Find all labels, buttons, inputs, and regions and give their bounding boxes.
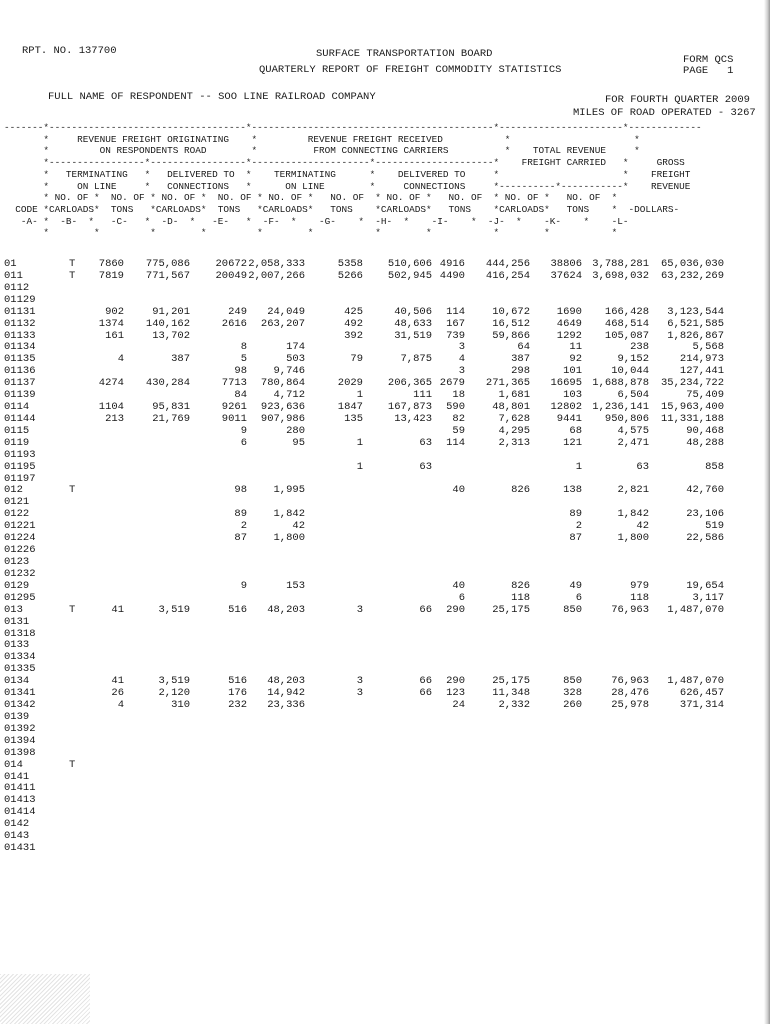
cell-g: 66 — [419, 603, 432, 616]
row-total-flag: T — [69, 758, 76, 771]
row-code: 0131 — [4, 615, 30, 628]
cell-l: 65,036,030 — [660, 258, 724, 270]
cell-h: 167 — [446, 317, 465, 330]
cell-g: 48,633 — [394, 317, 432, 330]
column-header-line: CODE *CARLOADS* TONS *CARLOADS* TONS *CARLOADS* TONS *CARLOADS* TONS *CARLOADS* TONS * -DOLLARS- — [4, 203, 680, 215]
cell-b: 41 — [111, 603, 124, 616]
cell-l: 3,123,544 — [667, 305, 724, 318]
cell-e: 48,203 — [267, 603, 305, 616]
cell-l: 23,106 — [686, 508, 724, 521]
row-code: 01394 — [4, 734, 36, 747]
cell-e: 503 — [286, 353, 305, 366]
cell-d: 6 — [240, 436, 247, 449]
cell-e: 280 — [286, 424, 305, 437]
row-code: 01135 — [4, 353, 36, 366]
page-label: PAGE 1 — [683, 65, 734, 77]
row-code: 01341 — [4, 687, 36, 700]
cell-g: 40,506 — [394, 305, 432, 318]
cell-e: 1,995 — [273, 484, 305, 497]
cell-d: 20672 — [215, 258, 247, 270]
cell-g: 31,519 — [394, 329, 432, 342]
cell-b: 4274 — [98, 377, 124, 390]
cell-l: 127,441 — [679, 365, 724, 378]
row-code: 011 — [4, 269, 23, 282]
row-code: 01295 — [4, 591, 36, 604]
row-code: 01197 — [4, 472, 36, 485]
cell-k: 1,842 — [617, 508, 649, 521]
row-code: 0122 — [4, 508, 30, 521]
cell-j: 12802 — [550, 401, 582, 414]
column-header-line: * * * * * * * * * * * — [4, 227, 618, 239]
row-code: 01195 — [4, 460, 36, 473]
cell-f: 1 — [356, 436, 363, 449]
row-total-flag: T — [69, 258, 76, 270]
column-header-line: * ON LINE * CONNECTIONS * ON LINE * CONNECTIONS *----------*-----------* REVENUE — [4, 180, 691, 192]
cell-i: 2,313 — [498, 436, 530, 449]
row-code: 014 — [4, 758, 23, 771]
row-code: 01 — [4, 258, 17, 270]
cell-d: 9 — [240, 579, 247, 592]
cell-f: 5358 — [337, 258, 363, 270]
row-total-flag: T — [69, 484, 76, 497]
cell-l: 1,826,867 — [667, 329, 724, 342]
cell-h: 3 — [458, 365, 465, 378]
cell-g: 206,365 — [387, 377, 432, 390]
cell-f: 3 — [356, 675, 363, 688]
cell-h: 40 — [452, 484, 465, 497]
row-code: 0134 — [4, 675, 30, 688]
cell-e: 263,207 — [260, 317, 305, 330]
form-label: FORM QCS — [683, 54, 734, 66]
cell-h: 4916 — [439, 258, 465, 270]
report-title: QUARTERLY REPORT OF FREIGHT COMMODITY STATISTICS — [259, 64, 562, 76]
cell-k: 950,806 — [604, 412, 649, 425]
row-code: 0139 — [4, 710, 30, 723]
cell-k: 118 — [630, 591, 649, 604]
row-code: 01193 — [4, 448, 36, 461]
column-header-line: *-----------------*-----------------*---------------------*---------------------* FREIGHT CARRIED * GROSS — [4, 157, 685, 169]
cell-e: 48,203 — [267, 675, 305, 688]
row-code: 0119 — [4, 436, 30, 449]
cell-h: 590 — [446, 401, 465, 414]
cell-d: 98 — [234, 484, 247, 497]
cell-f: 79 — [350, 353, 363, 366]
cell-b: 902 — [105, 305, 124, 318]
cell-d: 516 — [228, 603, 247, 616]
cell-e: 2,058,333 — [248, 258, 305, 270]
cell-j: 1 — [575, 460, 582, 473]
cell-h: 4490 — [439, 269, 465, 282]
cell-i: 59,866 — [492, 329, 530, 342]
cell-h: 18 — [452, 389, 465, 402]
cell-l: 6,521,585 — [667, 317, 724, 330]
cell-k: 6,504 — [617, 389, 649, 402]
cell-h: 123 — [446, 687, 465, 700]
cell-i: 1,681 — [498, 389, 530, 402]
cell-g: 502,945 — [387, 269, 432, 282]
cell-l: 5,568 — [692, 341, 724, 354]
cell-g: 63 — [419, 436, 432, 449]
cell-c: 91,201 — [152, 305, 190, 318]
cell-f: 135 — [344, 412, 363, 425]
cell-d: 98 — [234, 365, 247, 378]
cell-j: 2 — [575, 520, 582, 533]
cell-j: 37624 — [550, 269, 582, 282]
cell-i: 826 — [511, 579, 530, 592]
cell-e: 907,986 — [260, 412, 305, 425]
cell-e: 174 — [286, 341, 305, 354]
cell-j: 260 — [563, 699, 582, 712]
row-code: 01232 — [4, 567, 36, 580]
board-name: SURFACE TRANSPORTATION BOARD — [316, 48, 493, 60]
row-code: 01318 — [4, 627, 36, 640]
cell-i: 10,672 — [492, 305, 530, 318]
row-code: 0112 — [4, 281, 30, 294]
cell-l: 3,117 — [692, 591, 724, 604]
cell-i: 416,254 — [485, 269, 530, 282]
cell-i: 16,512 — [492, 317, 530, 330]
cell-j: 92 — [569, 353, 582, 366]
cell-l: 15,963,400 — [660, 401, 724, 414]
row-code: 0142 — [4, 818, 30, 831]
cell-h: 114 — [446, 436, 465, 449]
cell-k: 4,575 — [617, 424, 649, 437]
row-code: 0143 — [4, 830, 30, 843]
row-code: 01133 — [4, 329, 36, 342]
cell-j: 101 — [563, 365, 582, 378]
cell-j: 850 — [563, 603, 582, 616]
cell-c: 430,284 — [145, 377, 190, 390]
row-code: 0114 — [4, 401, 30, 414]
cell-k: 1,688,878 — [592, 377, 649, 390]
cell-l: 214,973 — [679, 353, 724, 366]
cell-f: 2029 — [337, 377, 363, 390]
cell-b: 1104 — [98, 401, 124, 414]
cell-h: 3 — [458, 341, 465, 354]
row-code: 01431 — [4, 842, 36, 855]
row-code: 0115 — [4, 424, 30, 437]
scan-artifact — [0, 974, 90, 1024]
cell-i: 25,175 — [492, 603, 530, 616]
cell-i: 48,801 — [492, 401, 530, 414]
cell-e: 95 — [292, 436, 305, 449]
cell-c: 310 — [171, 699, 190, 712]
cell-j: 68 — [569, 424, 582, 437]
row-code: 0129 — [4, 579, 30, 592]
cell-h: 82 — [452, 412, 465, 425]
cell-l: 48,288 — [686, 436, 724, 449]
row-code: 01136 — [4, 365, 36, 378]
cell-j: 38806 — [550, 258, 582, 270]
cell-h: 114 — [446, 305, 465, 318]
row-code: 01392 — [4, 722, 36, 735]
cell-h: 290 — [446, 675, 465, 688]
cell-e: 923,636 — [260, 401, 305, 414]
cell-k: 76,963 — [611, 675, 649, 688]
cell-k: 76,963 — [611, 603, 649, 616]
cell-c: 3,519 — [158, 603, 190, 616]
cell-d: 9261 — [221, 401, 247, 414]
cell-f: 1 — [356, 389, 363, 402]
column-header-line: * ON RESPONDENTS ROAD * FROM CONNECTING CARRIERS * TOTAL REVENUE * — [4, 145, 640, 157]
cell-b: 4 — [117, 353, 124, 366]
row-code: 01226 — [4, 544, 36, 557]
cell-j: 49 — [569, 579, 582, 592]
cell-i: 2,332 — [498, 699, 530, 712]
cell-b: 4 — [117, 699, 124, 712]
cell-d: 87 — [234, 532, 247, 545]
cell-i: 25,175 — [492, 675, 530, 688]
cell-d: 9011 — [221, 412, 247, 425]
cell-j: 121 — [563, 436, 582, 449]
cell-d: 176 — [228, 687, 247, 700]
cell-i: 4,295 — [498, 424, 530, 437]
cell-d: 2 — [240, 520, 247, 533]
cell-e: 9,746 — [273, 365, 305, 378]
cell-j: 1292 — [556, 329, 582, 342]
cell-d: 20049 — [215, 269, 247, 282]
cell-l: 11,331,188 — [660, 412, 724, 425]
cell-g: 13,423 — [394, 412, 432, 425]
cell-k: 1,236,141 — [592, 401, 649, 414]
cell-k: 63 — [636, 460, 649, 473]
row-code: 013 — [4, 603, 23, 616]
cell-e: 780,864 — [260, 377, 305, 390]
cell-j: 87 — [569, 532, 582, 545]
cell-k: 3,788,281 — [592, 258, 649, 270]
column-header-line: -A- * -B- * -C- * -D- * -E- * -F- * -G- * -H- * -I- * -J- * -K- * -L- — [4, 215, 629, 227]
row-code: 01137 — [4, 377, 36, 390]
cell-f: 425 — [344, 305, 363, 318]
cell-d: 232 — [228, 699, 247, 712]
cell-j: 16695 — [550, 377, 582, 390]
row-code: 0121 — [4, 496, 30, 509]
cell-c: 21,769 — [152, 412, 190, 425]
row-code: 01129 — [4, 293, 36, 306]
row-code: 012 — [4, 484, 23, 497]
cell-k: 105,087 — [604, 329, 649, 342]
row-code: 0123 — [4, 556, 30, 568]
row-code: 01413 — [4, 794, 36, 807]
cell-i: 298 — [511, 365, 530, 378]
cell-g: 111 — [413, 389, 432, 402]
cell-f: 5266 — [337, 269, 363, 282]
cell-h: 739 — [446, 329, 465, 342]
cell-e: 2,007,266 — [248, 269, 305, 282]
row-code: 01221 — [4, 520, 36, 533]
cell-k: 238 — [630, 341, 649, 354]
cell-i: 7,628 — [498, 412, 530, 425]
cell-d: 2616 — [221, 317, 247, 330]
cell-k: 2,471 — [617, 436, 649, 449]
row-code: 01139 — [4, 389, 36, 402]
row-code: 01131 — [4, 305, 36, 318]
row-total-flag: T — [69, 269, 76, 282]
cell-d: 7713 — [221, 377, 247, 390]
cell-l: 35,234,722 — [660, 377, 724, 390]
column-header-line: * TERMINATING * DELIVERED TO * TERMINATING * DELIVERED TO * * FREIGHT — [4, 168, 691, 180]
cell-k: 25,978 — [611, 699, 649, 712]
cell-c: 2,120 — [158, 687, 190, 700]
cell-e: 4,712 — [273, 389, 305, 402]
cell-c: 771,567 — [145, 269, 190, 282]
cell-l: 626,457 — [679, 687, 724, 700]
cell-d: 9 — [240, 424, 247, 437]
cell-i: 118 — [511, 591, 530, 604]
row-total-flag: T — [69, 603, 76, 616]
row-code: 0141 — [4, 770, 30, 783]
cell-k: 28,476 — [611, 687, 649, 700]
cell-j: 103 — [563, 389, 582, 402]
row-code: 0133 — [4, 639, 30, 652]
cell-h: 2679 — [439, 377, 465, 390]
scan-edge — [764, 0, 770, 1024]
cell-j: 4649 — [556, 317, 582, 330]
cell-e: 23,336 — [267, 699, 305, 712]
cell-e: 42 — [292, 520, 305, 533]
cell-d: 249 — [228, 305, 247, 318]
cell-l: 519 — [705, 520, 724, 533]
cell-d: 8 — [240, 341, 247, 354]
row-code: 01144 — [4, 412, 36, 425]
row-code: 01224 — [4, 532, 36, 545]
cell-l: 63,232,269 — [660, 269, 724, 282]
row-code: 01398 — [4, 746, 36, 759]
column-header-line: -------*-----------------------------------*-------------------------------------------*----------------------*------------- — [4, 122, 702, 133]
cell-h: 6 — [458, 591, 465, 604]
cell-l: 19,654 — [686, 579, 724, 592]
cell-h: 4 — [458, 353, 465, 366]
cell-b: 161 — [105, 329, 124, 342]
cell-h: 59 — [452, 424, 465, 437]
cell-l: 371,314 — [679, 699, 724, 712]
cell-j: 138 — [563, 484, 582, 497]
cell-d: 5 — [240, 353, 247, 366]
cell-j: 1690 — [556, 305, 582, 318]
respondent-name: FULL NAME OF RESPONDENT -- SOO LINE RAILROAD COMPANY — [48, 91, 376, 103]
cell-i: 64 — [517, 341, 530, 354]
cell-j: 850 — [563, 675, 582, 688]
cell-g: 66 — [419, 687, 432, 700]
cell-h: 40 — [452, 579, 465, 592]
cell-k: 2,821 — [617, 484, 649, 497]
cell-d: 84 — [234, 389, 247, 402]
cell-f: 3 — [356, 687, 363, 700]
cell-i: 826 — [511, 484, 530, 497]
cell-f: 3 — [356, 603, 363, 616]
row-code: 01335 — [4, 663, 36, 676]
cell-k: 3,698,032 — [592, 269, 649, 282]
column-header-line: * NO. OF * NO. OF * NO. OF * NO. OF * NO. OF * NO. OF * NO. OF * NO. OF * NO. OF * NO. OF * — [4, 192, 618, 204]
cell-f: 1 — [356, 460, 363, 473]
cell-l: 90,468 — [686, 424, 724, 437]
row-code: 01411 — [4, 782, 36, 795]
cell-c: 3,519 — [158, 675, 190, 688]
cell-l: 75,409 — [686, 389, 724, 402]
row-code: 01342 — [4, 699, 36, 712]
cell-i: 387 — [511, 353, 530, 366]
column-header-line: * REVENUE FREIGHT ORIGINATING * REVENUE FREIGHT RECEIVED * * — [4, 133, 640, 145]
cell-g: 510,606 — [387, 258, 432, 270]
row-code: 01132 — [4, 317, 36, 330]
cell-j: 9441 — [556, 412, 582, 425]
cell-h: 290 — [446, 603, 465, 616]
cell-e: 1,842 — [273, 508, 305, 521]
cell-d: 516 — [228, 675, 247, 688]
cell-e: 1,800 — [273, 532, 305, 545]
cell-f: 492 — [344, 317, 363, 330]
cell-b: 7819 — [98, 269, 124, 282]
row-code: 01414 — [4, 806, 36, 819]
cell-k: 9,152 — [617, 353, 649, 366]
cell-i: 444,256 — [485, 258, 530, 270]
cell-e: 14,942 — [267, 687, 305, 700]
cell-e: 153 — [286, 579, 305, 592]
cell-c: 387 — [171, 353, 190, 366]
cell-g: 66 — [419, 675, 432, 688]
report-number: RPT. NO. 137700 — [22, 45, 117, 57]
cell-b: 1374 — [98, 317, 124, 330]
cell-c: 140,162 — [145, 317, 190, 330]
cell-j: 89 — [569, 508, 582, 521]
cell-k: 42 — [636, 520, 649, 533]
reporting-period: FOR FOURTH QUARTER 2009 — [605, 94, 750, 106]
cell-b: 213 — [105, 412, 124, 425]
cell-j: 6 — [575, 591, 582, 604]
cell-c: 13,702 — [152, 329, 190, 342]
row-code: 01134 — [4, 341, 36, 354]
cell-l: 1,487,070 — [667, 675, 724, 688]
cell-j: 11 — [569, 341, 582, 354]
cell-g: 63 — [419, 460, 432, 473]
cell-e: 24,049 — [267, 305, 305, 318]
cell-h: 24 — [452, 699, 465, 712]
cell-k: 10,044 — [611, 365, 649, 378]
cell-c: 775,086 — [145, 258, 190, 270]
cell-i: 11,348 — [492, 687, 530, 700]
cell-j: 328 — [563, 687, 582, 700]
cell-b: 26 — [111, 687, 124, 700]
cell-d: 89 — [234, 508, 247, 521]
cell-c: 95,831 — [152, 401, 190, 414]
cell-l: 42,760 — [686, 484, 724, 497]
cell-b: 41 — [111, 675, 124, 688]
cell-g: 167,873 — [387, 401, 432, 414]
cell-l: 858 — [705, 460, 724, 473]
cell-l: 22,586 — [686, 532, 724, 545]
cell-k: 1,800 — [617, 532, 649, 545]
cell-k: 166,428 — [604, 305, 649, 318]
cell-k: 979 — [630, 579, 649, 592]
row-code: 01334 — [4, 651, 36, 664]
cell-g: 7,875 — [400, 353, 432, 366]
cell-b: 7860 — [98, 258, 124, 270]
cell-k: 468,514 — [604, 317, 649, 330]
cell-i: 271,365 — [485, 377, 530, 390]
cell-l: 1,487,070 — [667, 603, 724, 616]
cell-f: 392 — [344, 329, 363, 342]
cell-f: 1847 — [337, 401, 363, 414]
miles-operated: MILES OF ROAD OPERATED - 3267 — [573, 107, 756, 119]
